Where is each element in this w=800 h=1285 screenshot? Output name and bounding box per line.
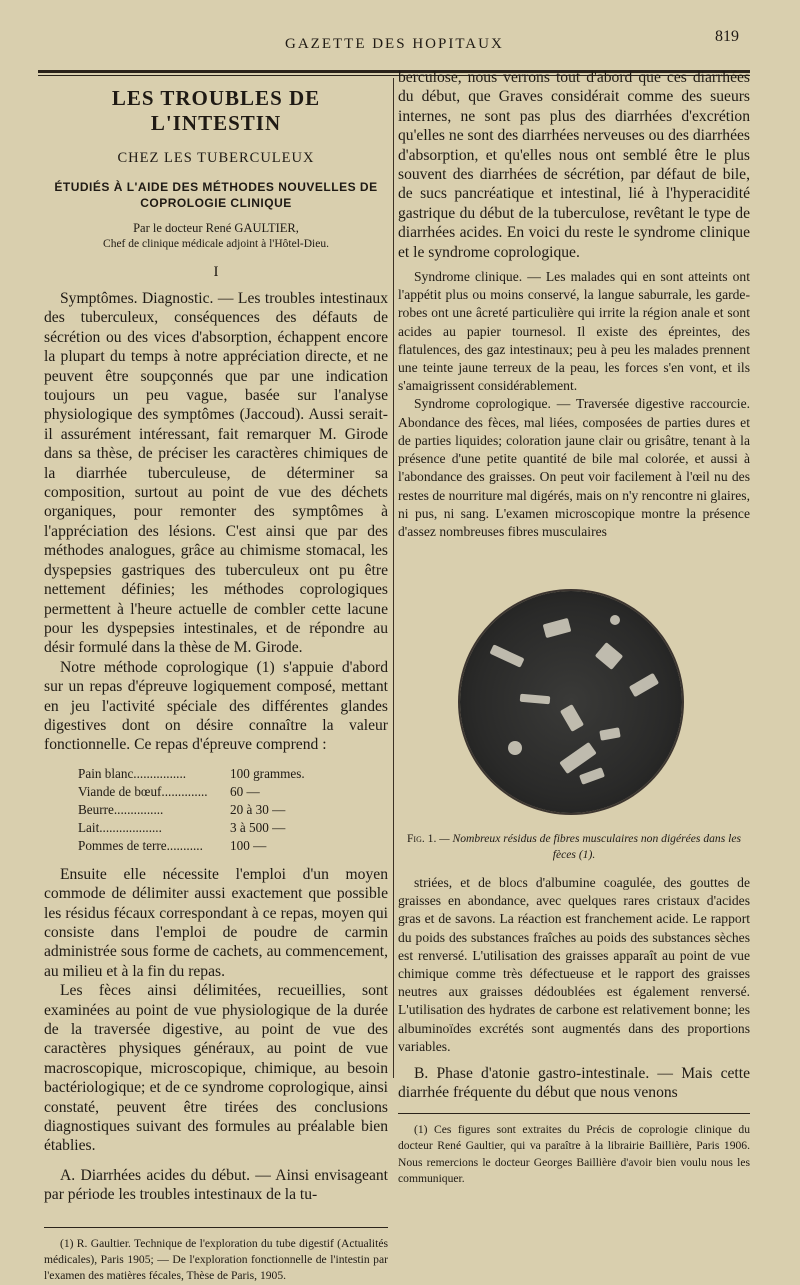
- figure-caption-text: — Nombreux résidus de fibres musculaires non digérées dans les fèces (1).: [436, 832, 742, 861]
- meal-row: [78, 837, 340, 855]
- meal-item: Viande de bœuf..............: [78, 783, 208, 799]
- paragraph-microscopy: striées, et de blocs d'albumine coagulée, des gouttes de graisses en abondance, avec quelques rares cristaux d'acides gras et de savons. La réaction est franchement acide. Le rapport du poids des substances fraîches au poids des substances sèches est renversé. L'utilisation des graisses apparaît au point de vue chimique comme très défectueuse et le rapport des graisses neutres aux graisses dédoublées est également renversé. L'utilisation des hydrates de carbone est relativement bonne; les albuminoïdes excrétés sont augmentés dans des proportions variables.: [398, 874, 750, 1054]
- paragraph-method: Notre méthode coprologique (1) s'appuie d'abord sur un repas d'épreuve logiquement composé, mettant en jeu l'activité spéciale des différentes glandes digestives dont on désire connaître la valeur fonctionnelle. Ce repas d'épreuve comprend :: [44, 658, 388, 754]
- article-title: LES TROUBLES DE L'INTESTIN: [111, 86, 321, 135]
- figure-micrograph: [398, 553, 750, 823]
- footnote-rule: [44, 1227, 388, 1228]
- right-column: [398, 68, 750, 1187]
- paragraph-symptoms: Symptômes. Diagnostic. — Les troubles intestinaux des tuberculeux, conséquences des défauts de sécrétion ou des vices d'absorption, échappent encore la plupart du temps à notre appréciation directe, et ne peuvent être soupçonnés que par une indication toujours un peu vague, basée sur l'analyse physiologique des symptômes (Jaccoud). Aussi serait-il assurément intéressant, fait remarquer M. Girode dans sa thèse, de préciser les caractères chimiques de la diarrhée tuberculeuse, de déterminer sa composition, surtout au point de vue des déchets organiques, pour remonter des symptômes à l'appréciation des lésions. C'est ainsi que par des méthodes analogues, grâce au chimisme stomacal, les dyspepsies gastriques des tuberculeux ont pu être nettement définies; les méthodes coprologiques permettent à l'heure actuelle de combler cette lacune pour les dyspepsies intestinales, et de répondre au désir formulé dans la thèse de M. Girode.: [44, 290, 388, 657]
- meal-qty: 20 à 30 —: [230, 801, 286, 817]
- meal-row: [78, 783, 340, 801]
- paragraph-clinical-syndrome: Syndrome clinique. — Les malades qui en sont atteints ont l'appétit plus ou moins conservé, la langue saburrale, les garde-robes ont une âcreté particulière qui irrite la région anale et sont acides au papier tournesol. Il existe des épreintes, des flatulences, des gaz intestinaux; peu à peu les malades prennent une teinte jaune terreux de la peau, les forces s'en vont, et ils s'amaigrissent considérablement.: [398, 269, 750, 394]
- meal-item: Pain blanc................: [78, 765, 187, 781]
- meal-item: Beurre...............: [78, 801, 164, 817]
- author-byline: Par le docteur René GAULTIER,: [133, 221, 299, 235]
- meal-item: Lait...................: [78, 819, 162, 835]
- test-meal-table: [78, 765, 340, 855]
- article-subtitle-2: ÉTUDIÉS À L'AIDE DES MÉTHODES NOUVELLES DE COPROLOGIE CLINIQUE: [54, 180, 378, 210]
- figure-caption: [398, 831, 750, 862]
- meal-row: [78, 819, 340, 837]
- meal-row: [78, 765, 340, 783]
- meal-qty: 60 —: [230, 783, 260, 799]
- section-numeral: I: [213, 264, 219, 280]
- column-separator: [393, 78, 394, 1078]
- left-column: [44, 86, 388, 1285]
- author-role: Chef de clinique médicale adjoint à l'Hôtel-Dieu.: [103, 238, 329, 250]
- figure-label: Fig. 1.: [406, 832, 437, 846]
- paragraph-acid-diarrhea: A. Diarrhées acides du début. — Ainsi envisageant par période les troubles intestinaux de la tu-: [44, 1166, 388, 1204]
- footnote-left: (1) R. Gaultier. Technique de l'exploration du tube digestif (Actualités médicales), Paris 1905; — De l'exploration fonctionnelle de l'intestin par l'examen des matières fécales, Thèse de Paris, 1905.: [44, 1236, 388, 1283]
- meal-item: Pommes de terre...........: [78, 837, 203, 853]
- meal-qty: 3 à 500 —: [230, 819, 286, 835]
- meal-qty: 100 —: [230, 837, 267, 853]
- footnote-rule: [398, 1113, 750, 1114]
- paragraph-atony-phase: B. Phase d'atonie gastro-intestinale. — Mais cette diarrhée fréquente du début que nous venons: [398, 1064, 750, 1102]
- paragraph-coprological-syndrome: Syndrome coprologique. — Traversée digestive raccourcie. Abondance des fèces, mal liées, composées de parties dures et de parties liquides; coloration jaune clair ou grisâtre, tenant à la présence d'une petite quantité de bile mal colorée, et aussi à l'abondance des graisses. On peut voir facilement à l'œil nu des restes de nourriture mal digérés, mais on n'y rencontre ni glaires, ni pus, ni sang. L'examen microscopique montre la présence d'assez nombreuses fibres musculaires: [398, 396, 750, 539]
- meal-qty: 100 grammes.: [230, 765, 305, 781]
- paragraph-continuation: berculose, nous verrons tout d'abord que ces diarrhées du début, que Graves considérait comme des sueurs internes, ne sont pas plus des diarrhées d'excrétion qu'elles ne sont des diarrhées nerveuses ou des diarrhées d'absorption, et qu'elles nous ont semblé être le plus souvent des diarrhées de sécrétion, par défaut de bile, de sucs pancréatique et intestinal, lié à l'hyperacidité gastrique du début de la tuberculose, revêtant le type de diarrhées acides. En voici du reste le syndrome clinique et le syndrome coprologique.: [398, 69, 750, 261]
- article-subtitle: CHEZ LES TUBERCULEUX: [117, 150, 315, 166]
- micrograph-image: [460, 591, 682, 813]
- footnote-right: (1) Ces figures sont extraites du Précis de coprologie clinique du docteur René Gaultier, qui va paraître à la librairie Baillière, Paris 1906. Nous remercions le docteur Georges Baillière d'avoir bien voulu nous les communiquer.: [398, 1122, 750, 1185]
- meal-row: [78, 801, 340, 819]
- paragraph-delimitation: Ensuite elle nécessite l'emploi d'un moyen commode de délimiter aussi exactement que possible les résidus fécaux correspondant à ce repas, moyen qui consiste dans l'emploi de poudre de carmin administrée sous forme de cachets, au commencement, au milieu et à la fin du repas.: [44, 865, 388, 980]
- page-number: 819: [715, 28, 739, 45]
- paragraph-feces-exam: Les fèces ainsi délimitées, recueillies, sont examinées au point de vue physiologique de la durée de la traversée digestive, au point de vue des caractères physiques généraux, au point de vue macroscopique, microscopique, chimique, au besoin bactériologique; et de ce syndrome coprologique, ainsi constaté, peuvent être tirées des conclusions diagnostiques suivant des formules au préalable bien établies.: [44, 982, 388, 1155]
- journal-name: GAZETTE DES HOPITAUX: [285, 36, 504, 52]
